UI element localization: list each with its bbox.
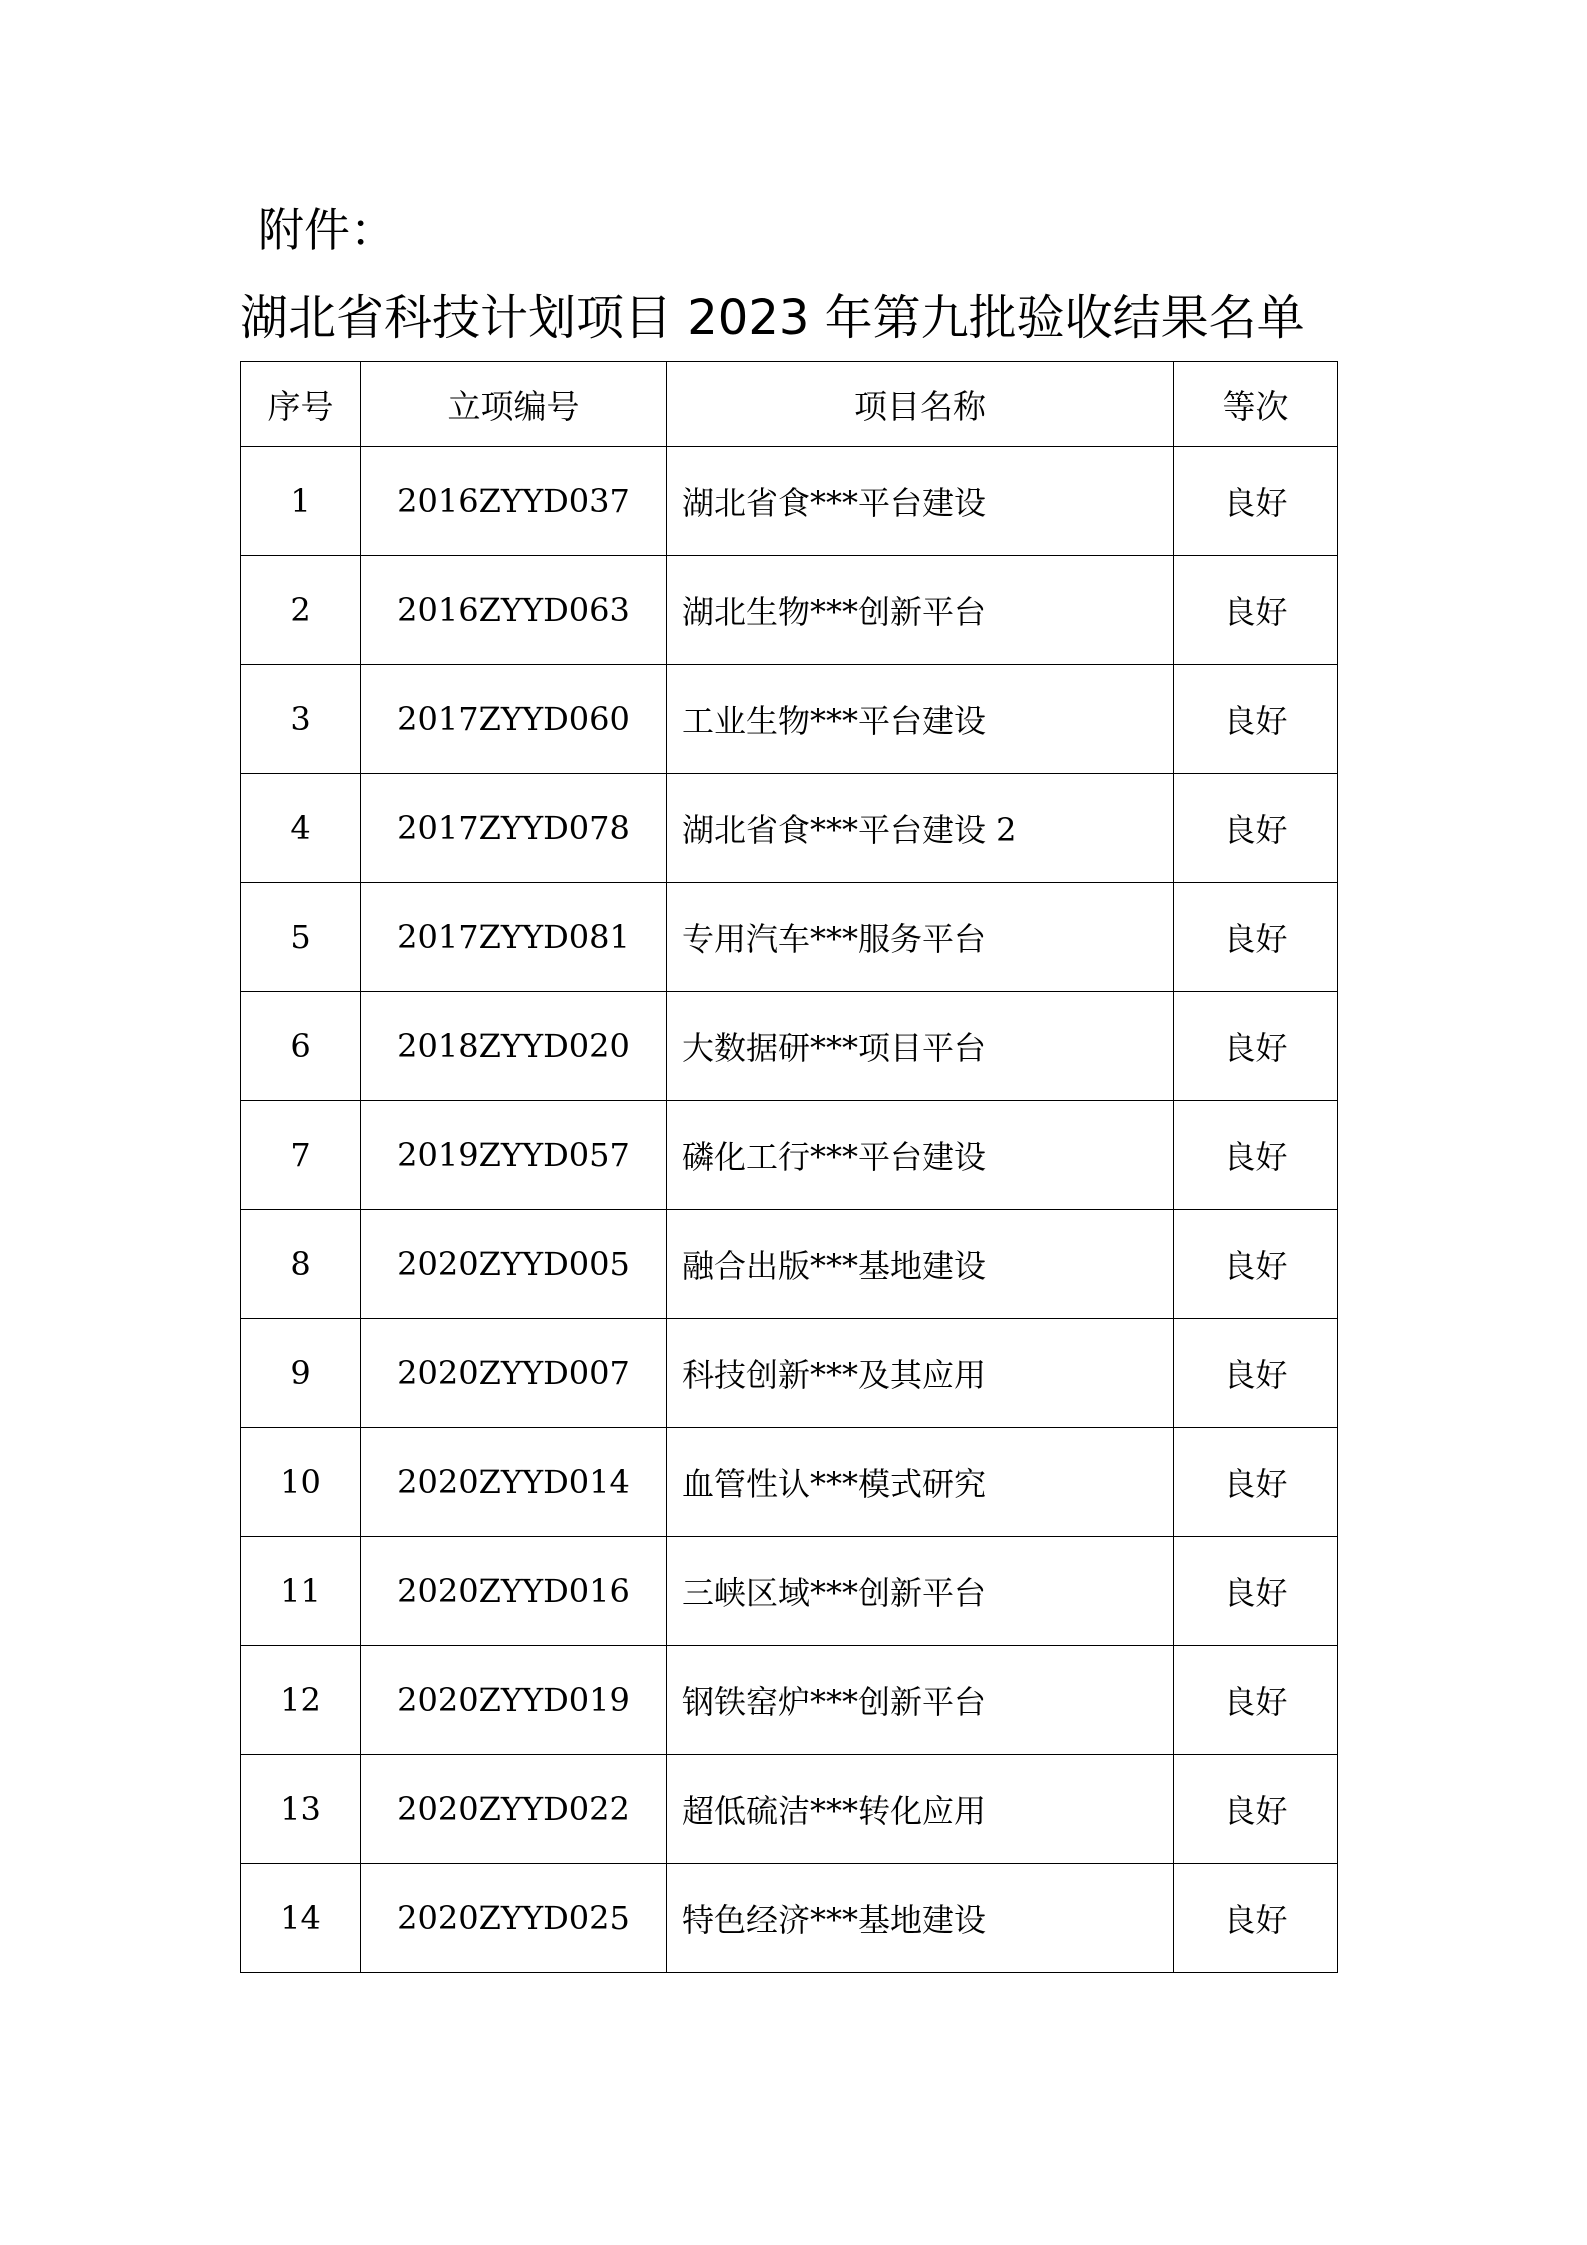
cell-project-name: 湖北省食***平台建设 2 (667, 774, 1174, 883)
document-title: 湖北省科技计划项目 2023 年第九批验收结果名单 (240, 290, 1305, 346)
cell-seq: 13 (241, 1755, 361, 1864)
cell-project-code: 2016ZYYD063 (361, 556, 667, 665)
cell-project-name: 工业生物***平台建设 (667, 665, 1174, 774)
table-body (241, 447, 1338, 1973)
cell-seq: 14 (241, 1864, 361, 1973)
cell-seq: 6 (241, 992, 361, 1101)
cell-project-name: 超低硫洁***转化应用 (667, 1755, 1174, 1864)
table-row (241, 992, 1338, 1101)
results-table (240, 361, 1338, 1973)
table-row (241, 1428, 1338, 1537)
cell-grade: 良好 (1174, 1319, 1338, 1428)
table-row (241, 774, 1338, 883)
cell-project-code: 2020ZYYD007 (361, 1319, 667, 1428)
table-row (241, 1755, 1338, 1864)
table-row (241, 1537, 1338, 1646)
cell-project-code: 2016ZYYD037 (361, 447, 667, 556)
table-header (241, 362, 1338, 447)
table-row (241, 1101, 1338, 1210)
cell-project-name: 三峡区域***创新平台 (667, 1537, 1174, 1646)
cell-project-code: 2020ZYYD014 (361, 1428, 667, 1537)
cell-grade: 良好 (1174, 1537, 1338, 1646)
cell-seq: 4 (241, 774, 361, 883)
column-header-seq: 序号 (241, 362, 361, 447)
cell-grade: 良好 (1174, 1864, 1338, 1973)
cell-grade: 良好 (1174, 992, 1338, 1101)
cell-project-code: 2020ZYYD005 (361, 1210, 667, 1319)
cell-seq: 7 (241, 1101, 361, 1210)
cell-seq: 5 (241, 883, 361, 992)
cell-seq: 12 (241, 1646, 361, 1755)
cell-project-name: 大数据研***项目平台 (667, 992, 1174, 1101)
cell-project-name: 湖北省食***平台建设 (667, 447, 1174, 556)
table-row (241, 665, 1338, 774)
table-row (241, 1646, 1338, 1755)
cell-project-code: 2019ZYYD057 (361, 1101, 667, 1210)
cell-project-code: 2017ZYYD060 (361, 665, 667, 774)
cell-grade: 良好 (1174, 1210, 1338, 1319)
cell-grade: 良好 (1174, 883, 1338, 992)
column-header-project-code: 立项编号 (361, 362, 667, 447)
cell-project-code: 2018ZYYD020 (361, 992, 667, 1101)
cell-project-name: 融合出版***基地建设 (667, 1210, 1174, 1319)
cell-project-name: 科技创新***及其应用 (667, 1319, 1174, 1428)
cell-project-code: 2017ZYYD078 (361, 774, 667, 883)
cell-seq: 3 (241, 665, 361, 774)
cell-grade: 良好 (1174, 774, 1338, 883)
cell-seq: 8 (241, 1210, 361, 1319)
cell-grade: 良好 (1174, 556, 1338, 665)
cell-seq: 1 (241, 447, 361, 556)
cell-project-name: 湖北生物***创新平台 (667, 556, 1174, 665)
cell-project-code: 2020ZYYD016 (361, 1537, 667, 1646)
cell-grade: 良好 (1174, 1428, 1338, 1537)
column-header-grade: 等次 (1174, 362, 1338, 447)
cell-project-code: 2020ZYYD019 (361, 1646, 667, 1755)
attachment-label: 附件： (258, 203, 396, 257)
table-row (241, 1210, 1338, 1319)
table-row (241, 1864, 1338, 1973)
cell-seq: 9 (241, 1319, 361, 1428)
cell-seq: 10 (241, 1428, 361, 1537)
cell-grade: 良好 (1174, 1101, 1338, 1210)
table-row (241, 447, 1338, 556)
cell-grade: 良好 (1174, 665, 1338, 774)
cell-grade: 良好 (1174, 1755, 1338, 1864)
table-row (241, 1319, 1338, 1428)
cell-grade: 良好 (1174, 447, 1338, 556)
cell-project-name: 特色经济***基地建设 (667, 1864, 1174, 1973)
cell-project-name: 专用汽车***服务平台 (667, 883, 1174, 992)
cell-project-code: 2020ZYYD022 (361, 1755, 667, 1864)
cell-grade: 良好 (1174, 1646, 1338, 1755)
table-row (241, 883, 1338, 992)
cell-project-name: 磷化工行***平台建设 (667, 1101, 1174, 1210)
column-header-project-name: 项目名称 (667, 362, 1174, 447)
header-row (241, 362, 1338, 447)
cell-project-code: 2020ZYYD025 (361, 1864, 667, 1973)
cell-project-name: 血管性认***模式研究 (667, 1428, 1174, 1537)
table-row (241, 556, 1338, 665)
cell-seq: 2 (241, 556, 361, 665)
cell-project-name: 钢铁窑炉***创新平台 (667, 1646, 1174, 1755)
cell-project-code: 2017ZYYD081 (361, 883, 667, 992)
cell-seq: 11 (241, 1537, 361, 1646)
